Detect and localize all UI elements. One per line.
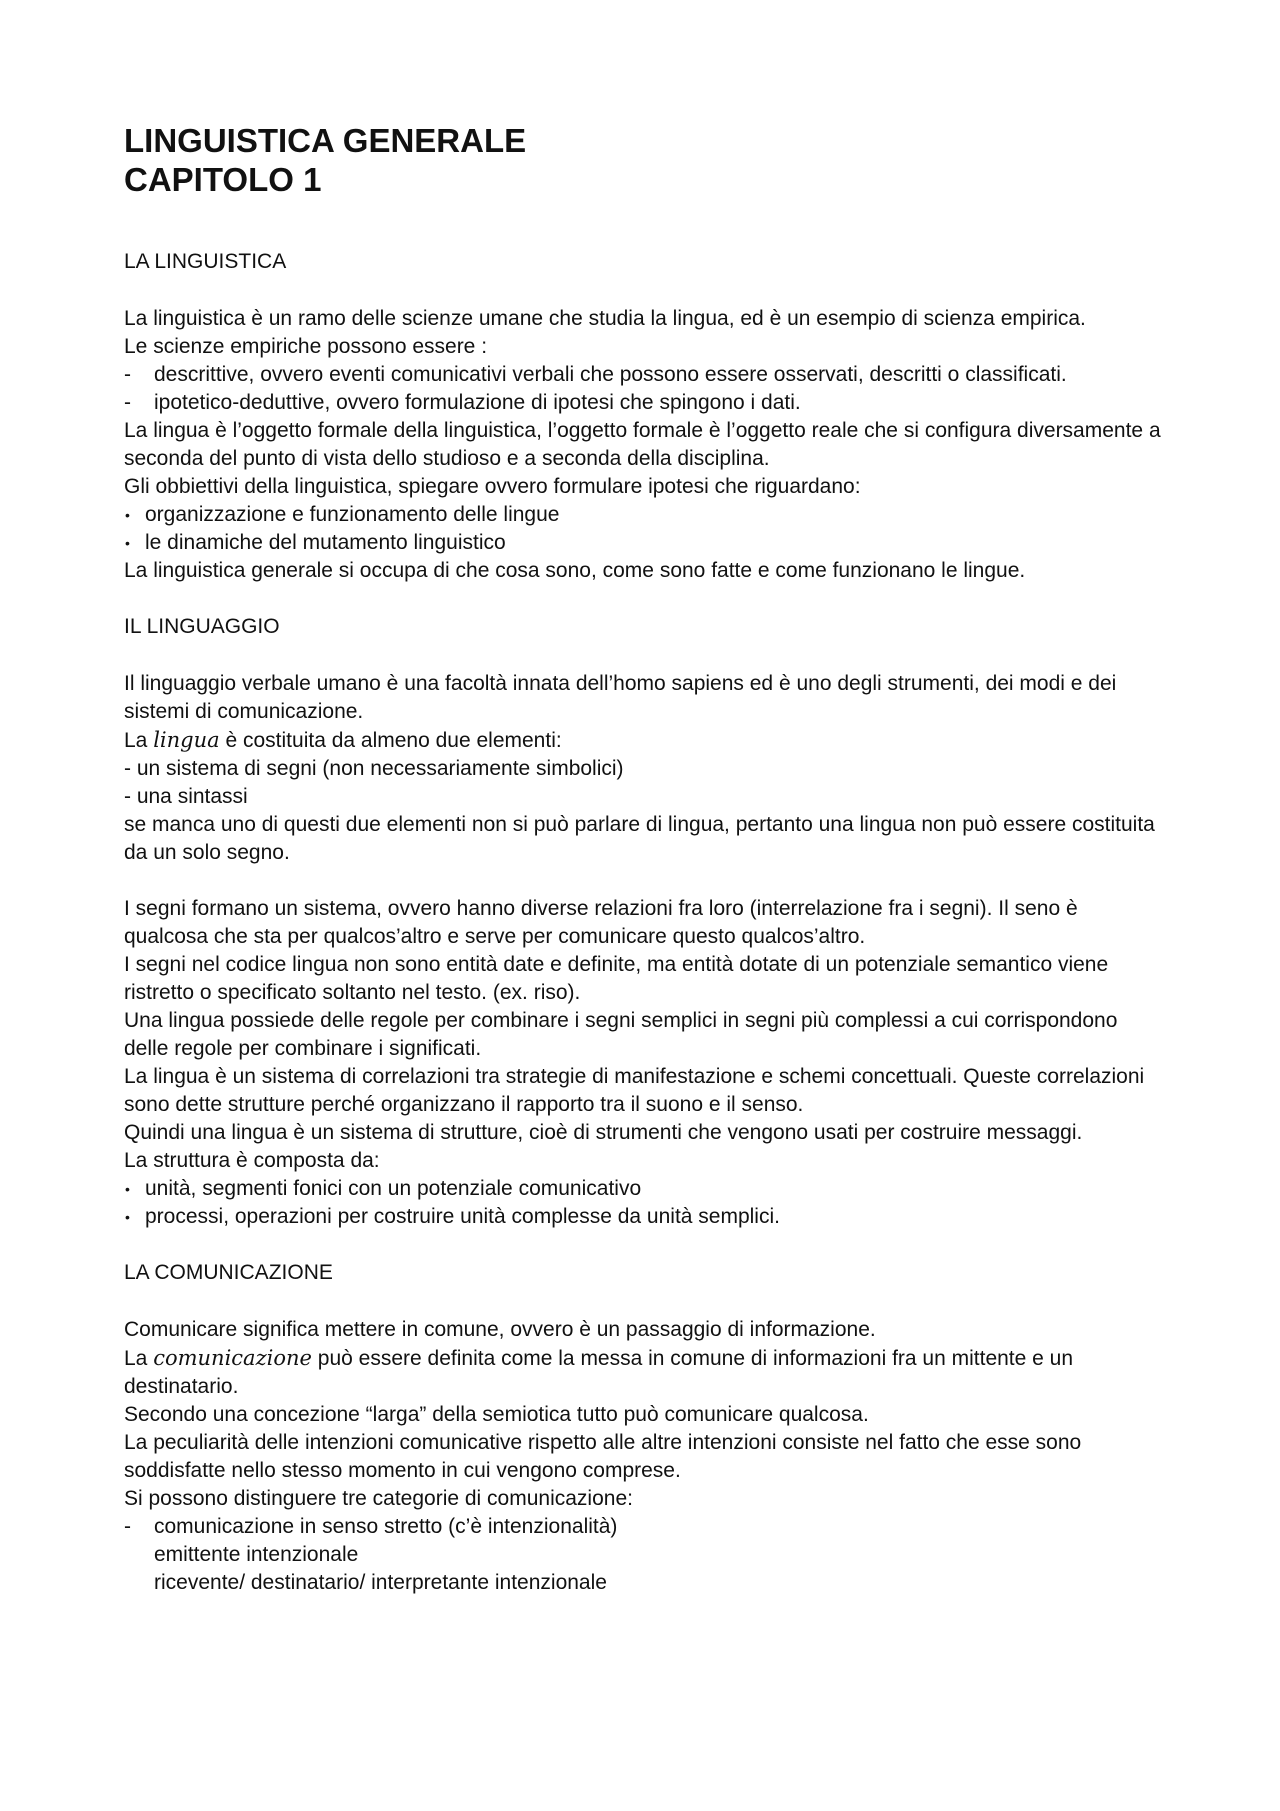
section-heading: LA COMUNICAZIONE xyxy=(124,1261,333,1284)
paragraph: La struttura è composta da: xyxy=(124,1149,380,1172)
bullet-list-item: • unità, segmenti fonici con un potenziale comunicativo xyxy=(124,1175,1164,1203)
bullet-marker: • xyxy=(125,1209,130,1225)
paragraph: Quindi una lingua è un sistema di strutture, cioè di strumenti che vengono usati per costruire messaggi. xyxy=(124,1121,1083,1144)
paragraph: Gli obbiettivi della linguistica, spiegare ovvero formulare ipotesi che riguardano: xyxy=(124,475,861,498)
paragraph: La lingua è un sistema di correlazioni tra strategie di manifestazione e schemi concettuali. Queste correlazioni sono dette strutture perché organizzano il rapporto tra il suono e il senso. xyxy=(124,1065,1145,1116)
paragraph: Una lingua possiede delle regole per combinare i segni semplici in segni più complessi a cui corrispondono delle regole per combinare i significati. xyxy=(124,1009,1118,1060)
bullet-list-item: • processi, operazioni per costruire unità complesse da unità semplici. xyxy=(124,1203,1164,1231)
paragraph: se manca uno di questi due elementi non si può parlare di lingua, pertanto una lingua non può essere costituita da un solo segno. xyxy=(124,813,1155,864)
paragraph: La linguistica generale si occupa di che cosa sono, come sono fatte e come funzionano le lingue. xyxy=(124,559,1026,582)
paragraph: Il linguaggio verbale umano è una facoltà innata dell’homo sapiens ed è uno degli strumenti, dei modi e dei sistemi di comunicazione. xyxy=(124,672,1117,723)
paragraph: La linguistica è un ramo delle scienze umane che studia la lingua, ed è un esempio di scienza empirica. xyxy=(124,307,1086,330)
paragraph: La lingua è costituita da almeno due elementi: xyxy=(124,728,562,752)
dash-marker: - xyxy=(124,363,131,386)
section-heading: LA LINGUISTICA xyxy=(124,250,287,273)
list-line: - una sintassi xyxy=(124,785,248,808)
paragraph: I segni formano un sistema, ovvero hanno diverse relazioni fra loro (interrelazione fra i segni). Il seno è qualcosa che sta per qualcos’altro e serve per comunicare questo qualcos’altro. xyxy=(124,897,1078,948)
paragraph: Comunicare significa mettere in comune, ovvero è un passaggio di informazione. xyxy=(124,1318,876,1341)
paragraph: Si possono distinguere tre categorie di comunicazione: xyxy=(124,1487,633,1510)
indented-line: emittente intenzionale xyxy=(154,1543,359,1566)
list-line: - un sistema di segni (non necessariamente simbolici) xyxy=(124,757,624,780)
indented-line: ricevente/ destinatario/ interpretante intenzionale xyxy=(154,1571,607,1594)
dash-list-item: - comunicazione in senso stretto (c’è intenzionalità) xyxy=(124,1513,1164,1541)
italic-term: comunicazione xyxy=(153,1346,312,1370)
dash-marker: - xyxy=(124,391,131,414)
paragraph: Le scienze empiriche possono essere : xyxy=(124,335,488,358)
bullet-list-item: • organizzazione e funzionamento delle lingue xyxy=(124,501,1164,529)
paragraph: Secondo una concezione “larga” della semiotica tutto può comunicare qualcosa. xyxy=(124,1403,869,1426)
document-page xyxy=(124,122,1164,1597)
bullet-marker: • xyxy=(125,1181,130,1197)
dash-list-item: - ipotetico-deduttive, ovvero formulazione di ipotesi che spingono i dati. xyxy=(124,389,1164,417)
section-comunicazione xyxy=(124,1259,1164,1597)
dash-list-item: - descrittive, ovvero eventi comunicativi verbali che possono essere osservati, descritti o classificati. xyxy=(124,361,1164,389)
dash-marker: - xyxy=(124,1515,131,1538)
paragraph: La peculiarità delle intenzioni comunicative rispetto alle altre intenzioni consiste nel fatto che esse sono soddisfatte nello stesso momento in cui vengono comprese. xyxy=(124,1431,1082,1482)
italic-term: lingua xyxy=(153,728,220,752)
section-linguaggio xyxy=(124,613,1164,1231)
bullet-list-item: • le dinamiche del mutamento linguistico xyxy=(124,529,1164,557)
section-heading: IL LINGUAGGIO xyxy=(124,615,280,638)
paragraph: I segni nel codice lingua non sono entità date e definite, ma entità dotate di un potenziale semantico viene ristretto o specificato soltanto nel testo. (ex. riso). xyxy=(124,953,1109,1004)
bullet-marker: • xyxy=(125,507,130,523)
section-linguistica xyxy=(124,248,1164,585)
chapter-title: CAPITOLO 1 xyxy=(124,161,322,198)
document-title: LINGUISTICA GENERALE xyxy=(124,122,527,159)
bullet-marker: • xyxy=(125,535,130,551)
paragraph: La comunicazione può essere definita come la messa in comune di informazioni fra un mittente e un destinatario. xyxy=(124,1346,1074,1398)
paragraph: La lingua è l’oggetto formale della linguistica, l’oggetto formale è l’oggetto reale che si configura diversamente a seconda del punto di vista dello studioso e a seconda della disciplina. xyxy=(124,419,1161,470)
